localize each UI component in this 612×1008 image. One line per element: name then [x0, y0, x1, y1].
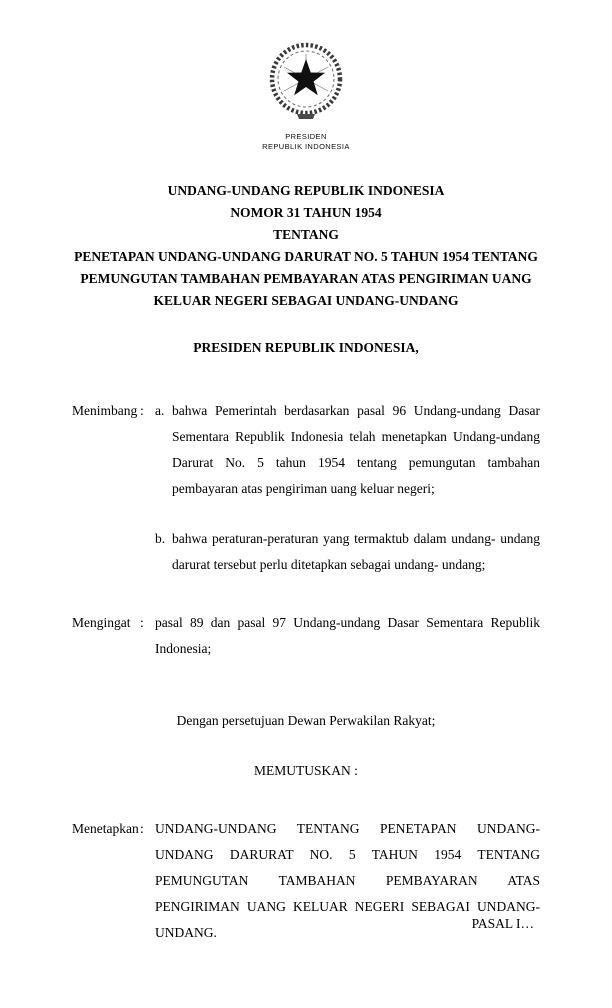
clause-menetapkan: [72, 816, 540, 946]
item-text-a: bahwa Pemerintah berdasarkan pasal 96 Undang-undang Dasar Sementara Republik Indonesia telah menetapkan Undang-undang Darurat No. 5 tahun 1954 tentang pemungutan tambahan pembayaran atas pengiriman uang keluar negeri;: [172, 403, 540, 496]
menimbang-item-a: [155, 398, 540, 502]
decision-heading: MEMUTUSKAN :: [254, 763, 358, 778]
menetapkan-text: UNDANG-UNDANG TENTANG PENETAPAN UNDANG-UNDANG DARURAT NO. 5 TAHUN 1954 TENTANG PEMUNGUTAN TAMBAHAN PEMBAYARAN ATAS PENGIRIMAN UANG KELUAR NEGERI SEBAGAI UNDANG-UNDANG.: [155, 821, 540, 940]
clause-label-menetapkan: Menetapkan: [72, 821, 139, 836]
letterhead: [72, 38, 540, 152]
clause-label-menimbang: Menimbang: [72, 403, 138, 418]
letterhead-caption: [72, 132, 540, 152]
document-body: [72, 398, 540, 946]
clause-colon: :: [140, 615, 144, 630]
clause-mengingat: [72, 610, 540, 662]
item-marker-b: b.: [155, 531, 166, 546]
issuer-heading: PRESIDEN REPUBLIK INDONESIA,: [193, 340, 419, 355]
clause-label-mengingat: Mengingat: [72, 615, 131, 630]
item-text-b: bahwa peraturan-peraturan yang termaktub dalam undang- undang darurat tersebut perlu ditetapkan sebagai undang- undang;: [172, 531, 540, 572]
letterhead-line-republik: REPUBLIK INDONESIA: [262, 142, 350, 151]
title-line-2: NOMOR 31 TAHUN 1954: [230, 205, 382, 220]
title-line-6: KELUAR NEGERI SEBAGAI UNDANG-UNDANG: [153, 293, 459, 308]
presidential-star-seal-icon: [266, 38, 346, 122]
document-title-block: [72, 180, 540, 312]
clause-colon: :: [140, 821, 144, 836]
clause-colon: :: [140, 403, 144, 418]
menimbang-items: [155, 398, 540, 578]
title-line-5: PEMUNGUTAN TAMBAHAN PEMBAYARAN ATAS PENGIRIMAN UANG: [80, 271, 532, 286]
mengingat-text: pasal 89 dan pasal 97 Undang-undang Dasar Sementara Republik Indonesia;: [155, 615, 540, 656]
letterhead-line-presiden: PRESIDEN: [285, 132, 327, 141]
menimbang-item-b: [155, 526, 540, 578]
approval-line: Dengan persetujuan Dewan Perwakilan Rakyat;: [176, 713, 436, 728]
item-marker-a: a.: [155, 403, 165, 418]
title-line-3: TENTANG: [273, 227, 339, 242]
title-line-1: UNDANG-UNDANG REPUBLIK INDONESIA: [167, 183, 445, 198]
title-line-4: PENETAPAN UNDANG-UNDANG DARURAT NO. 5 TAHUN 1954 TENTANG: [74, 249, 538, 264]
clause-menimbang: [72, 398, 540, 578]
continuation-note: PASAL I…: [471, 916, 534, 931]
